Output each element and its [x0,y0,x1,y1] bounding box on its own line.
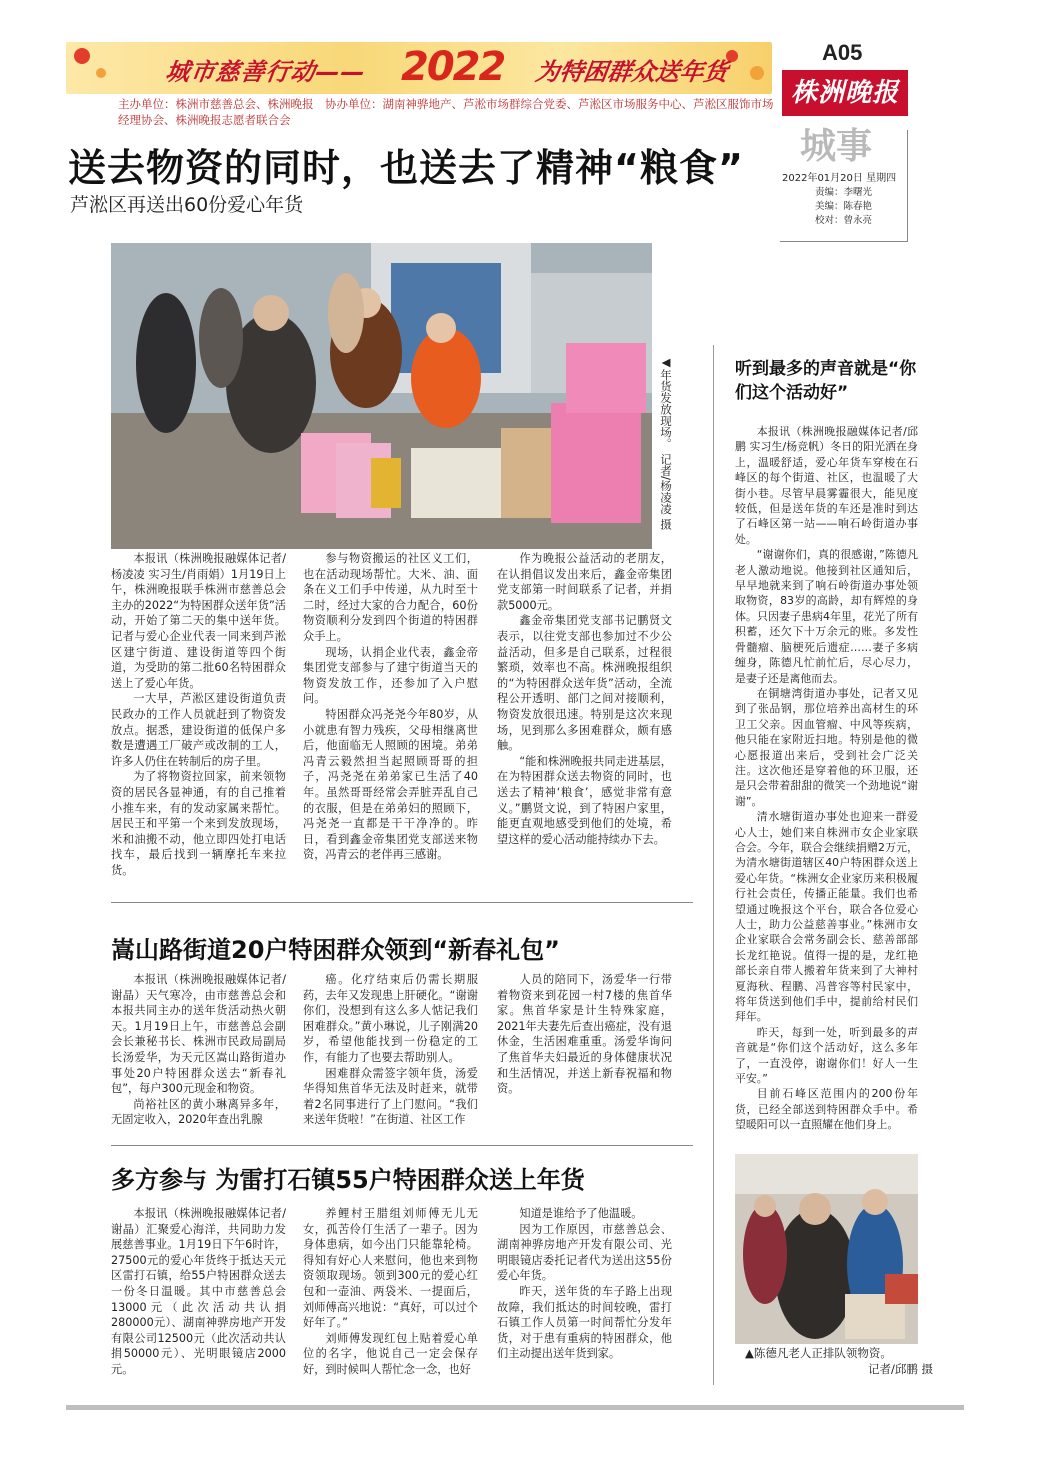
story3-column-2 [303,1206,478,1378]
paragraph: 困难群众需签字领年货，汤爱华得知焦首华无法及时赶来，就带着2名同事进行了上门慰问。“我们来送年货啦！”在街道、社区工作 [303,1066,478,1127]
paragraph: 刘师傅发现红包上贴着爱心单位的名字，他说自己一定会保存好，到时候叫人帮忙念一念，也好 [303,1331,478,1376]
distribution-photo-caption: ◀年货发放现场。 记者/杨凌凌 摄 [659,355,673,530]
main-column-3 [497,551,672,847]
page-number: A05 [822,40,863,65]
campaign-banner [66,42,772,94]
distribution-photo-illustration [111,243,652,549]
paragraph: 现场，认捐企业代表，鑫金帝集团党支部参与了建宁街道当天的物资发放工作，还参加了入户慰问。 [303,645,478,706]
flower-icon [750,66,764,80]
banner-left-text: 城市慈善行动—— [163,58,368,86]
paragraph: 清水塘街道办事处也迎来一群爱心人士，她们来自株洲市女企业家联合会。今年，联合会继续捐赠2万元，为清水塘街道辖区40户特困群众送上爱心年货。“株洲女企业家历来积极履行社会责任，传播正能量。我们也希望通过晚报这个平台，联合各位爱心人士，助力公益慈善事业。”株洲市女企业家联合会常务副会长、慈善部部长龙红艳说。值得一提的是，龙红艳部长亲自带人搬着年货来到了大神村夏海秋、程鹏、冯普容等村民家中，将年货送到他们手中，提前给村民们拜年。 [735,810,918,1024]
column-divider [713,345,714,1385]
paragraph: 昨天，每到一处，听到最多的声音就是“你们这个活动好，这么多年了，一直没停，谢谢你们！好人一生平安。” [735,1025,918,1086]
paragraph: 养鲤村王腊组刘师傅无儿无女，孤苦伶仃生活了一辈子。因为身体患病，如今出门只能靠轮椅。得知有好心人来慰问，他也来到物资领取现场。领到300元的爱心红包和一壶油、两袋米、一提面后，刘师傅高兴地说：“真好，可以过个好年了。” [303,1207,478,1330]
issue-date: 2022年01月20日 星期四 [782,173,897,184]
story2-column-2 [303,972,478,1128]
paragraph: 鑫金帝集团党支部书记鹏贤文表示，以往党支部也参加过不少公益活动，但多是自己联系，过程很繁琐，效率也不高。株洲晚报组织的“为特困群众送年货”活动，全流程公开透明、部门之间对接顺利，物资发放很迅速。特别是这次来现场，见到那么多困难群众，颇有感触。 [497,614,672,753]
masthead-logo: 株洲晚报 [782,70,908,116]
paragraph: 特困群众冯尧尧今年80岁，从小就患有智力残疾，父母相继离世后，他面临无人照顾的困境。弟弟冯青云毅然担当起照顾哥哥的担子，冯尧尧在弟弟家已生活了40年。虽然哥哥经常会弄脏弄乱自己的衣服，但是在弟弟妇的照顾下，冯尧尧一直都是干干净净的。昨日，看到鑫金帝集团党支部送来物资，冯青云的老伴再三感谢。 [303,707,478,862]
story2-column-1 [111,972,286,1128]
story3-column-1 [111,1206,286,1378]
paragraph: 参与物资搬运的社区义工们，也在活动现场帮忙。大米、油、面条在义工们手中传递，从九时至十二时，经过大家的合力配合，60份物资顺利分发到四个街道的特困群众手上。 [303,552,478,643]
paragraph: 因为工作原因，市慈善总会、湖南神骅房地产开发有限公司、光明眼镜店委托记者代为送出这55份爱心年货。 [497,1222,672,1283]
elder-queue-photo [735,1154,918,1344]
paragraph: 本报讯（株洲晚报融媒体记者/杨凌凌 实习生/肖雨娟）1月19日上午，株洲晚报联手株洲市慈善总会主办的2022“为特困群众送年货”活动，开始了第二天的集中送年货。记者与爱心企业代表一同来到芦淞区建宁街道、建设街道等四个街道，为受助的第二批60名特困群众送上了爱心年货。 [111,552,286,690]
elder-queue-illustration [735,1154,918,1344]
elder-photo-credit: 记者/邱鹏 摄 [868,1362,934,1376]
paragraph: 在铜塘湾街道办事处，记者又见到了张品钢，那位培养出高材生的环卫工父亲。因血管瘤、中风等疾病，他只能在家附近扫地。特别是他的微心愿报道出来后，受到社会广泛关注。这次他还是穿着他的环卫服，还是只会带着甜甜的微笑一个劲地说“谢谢”。 [735,686,918,808]
editor-line: 校对：曾永亮 [815,215,873,226]
editor-credits [815,186,872,228]
story3-headline: 多方参与 为雷打石镇55户特困群众送上年货 [111,1166,585,1194]
section-divider [111,902,693,903]
organizers-line: 主办单位：株洲市慈善总会、株洲晚报 协办单位：湖南神骅地产、芦淞市场群综合党委、芦淞区市场服务中心、芦淞区服饰市场经理协会、株洲晚报志愿者联合会 [118,97,774,127]
side-column [735,424,918,1133]
paragraph: 昨天，送年货的车子路上出现故障，我们抵达的时间较晚，雷打石镇工作人员第一时间帮忙分发年货，对于患有重病的特困群众，他们主动提出送年货到家。 [497,1284,672,1361]
banner-year: 2022 [401,44,505,90]
paragraph: 本报讯（株洲晚报融媒体记者/邱鹏 实习生/杨竞帆）冬日的阳光洒在身上，温暖舒适，爱心年货车穿梭在石峰区的每个街道、社区，也温暖了大街小巷。尽管早晨雾霾很大，能见度较低，但是送年货的车还是准时到达了石峰区第一站——响石岭街道办事处。 [735,425,918,546]
section-title: 城事 [800,125,873,167]
paragraph: “能和株洲晚报共同走进基层，在为特困群众送去物资的同时，也送去了精神‘粮食’，感觉非常有意义。”鹏贤文说，到了特困户家里，能更直观地感受到他们的处境，希望这样的爱心活动能持续办下去。 [497,754,672,846]
paragraph: 为了将物资拉回家，前来领物资的居民各显神通，有的自己推着小推车来，有的发动家属来帮忙。居民王和平第一个来到发放现场，米和油搬不动，他立即四处打电话找车，最后找到一辆摩托车来拉货。 [111,770,286,877]
paragraph: 癌。化疗结束后仍需长期服药，去年又发现患上肝硬化。“谢谢你们，没想到有这么多人惦记我们困难群众。”黄小琳说，儿子刚满20岁，希望他能找到一份稳定的工作，有能力了也要去帮助别人。 [303,973,478,1064]
section-divider [111,1145,693,1146]
story2-headline: 嵩山路街道20户特困群众领到“新春礼包” [111,936,560,964]
main-column-1 [111,551,286,878]
banner-right-text: 为特困群众送年货 [533,58,730,86]
distribution-photo [111,243,652,549]
lantern-icon [74,48,90,64]
page-bottom-rule [66,1405,964,1410]
paragraph: 本报讯（株洲晚报融媒体记者/谢晶）天气寒冷，由市慈善总会和本报共同主办的送年货活动热火朝天。1月19日上午，市慈善总会副会长兼秘书长、株洲市民政局副局长汤爱华，为天元区嵩山路街道办事处20户特困群众送去“新春礼包”，每户300元现金和物资。 [111,973,286,1096]
paragraph: 目前石峰区范围内的200份年货，已经全部送到特困群众手中。希望暖阳可以一直照耀在他们身上。 [735,1087,918,1132]
paragraph: 人员的陪同下，汤爱华一行带着物资来到花园一村7楼的焦首华家。焦首华家是计生特殊家庭，2021年夫妻先后查出癌症，没有退休金，生活困难重重。汤爱华询问了焦首华夫妇最近的身体健康状况和生活情况，并送上新春祝福和物资。 [497,973,672,1096]
editor-line: 美编：陈春艳 [815,201,873,212]
paragraph: 一大早，芦淞区建设街道负责民政办的工作人员就赶到了物资发放点。据悉，建设街道的低保户多数是遭遇工厂破产或改制的工人，许多人仍住在转制后的房子里。 [111,692,286,768]
paragraph: 知道是谁给予了他温暖。 [519,1207,643,1220]
elder-photo-caption: ▲陈德凡老人正排队领物资。 [745,1346,892,1360]
main-column-2 [303,551,478,863]
main-subhead: 芦淞区再送出60份爱心年货 [70,194,304,216]
paragraph: 作为晚报公益活动的老朋友，在认捐倡议发出来后，鑫金帝集团党支部第一时间联系了记者，并捐款5000元。 [497,552,672,612]
side-headline: 听到最多的声音就是“你们这个活动好” [735,359,917,403]
flower-icon [96,68,106,78]
paragraph: 尚裕社区的黄小琳离异多年，无固定收入，2020年查出乳腺 [111,1097,286,1127]
main-headline: 送去物资的同时，也送去了精神“粮食” [68,146,744,190]
paragraph: 本报讯（株洲晚报融媒体记者/谢晶）汇聚爱心海洋，共同助力发展慈善事业。1月19日下午6时许，27500元的爱心年货终于抵达天元区雷打石镇，给55户特困群众送去一份冬日温暖。其中市慈善总会13000元（此次活动共认捐280000元）、湖南神骅房地产开发有限公司12500元（此次活动共认捐50000元）、光明眼镜店2000元。 [111,1207,286,1376]
story3-column-3 [497,1206,672,1362]
paragraph: “谢谢你们，真的很感谢，”陈德凡老人激动地说。他接到社区通知后，早早地就来到了响石岭街道办事处领取物资，83岁的高龄，却有辉煌的身体。只因妻子患病4年里，花光了所有积蓄，还欠下十万余元的账。多发性骨髓瘤、脑梗死后遗症……妻子多病缠身，陈德凡忙前忙后，尽心尽力，是妻子还是离他而去。 [735,548,918,685]
story2-column-3 [497,972,672,1097]
editor-line: 责编：李曙光 [815,187,873,198]
